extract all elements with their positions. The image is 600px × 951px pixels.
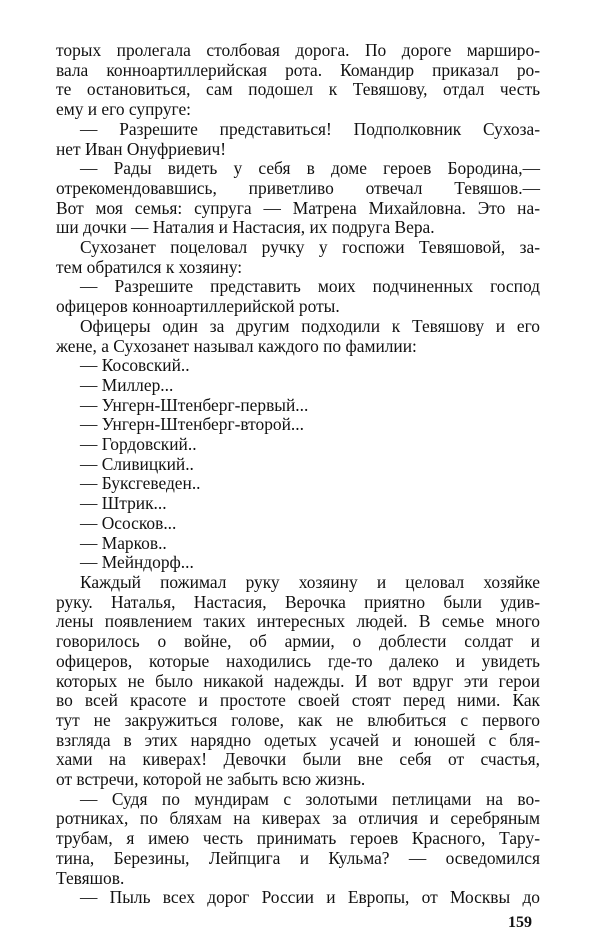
- text-line: вала конноартиллерийская рота. Командир приказал ро-: [56, 59, 540, 80]
- text-line: отрекомендовавшись, приветливо отвечал Тевяшов.—: [56, 177, 540, 198]
- text-line: — Гордовский..: [80, 434, 197, 455]
- text-line: Тевяшов.: [56, 867, 125, 888]
- text-line: — Унгерн-Штенберг-первый...: [80, 394, 309, 415]
- page-number: 159: [508, 914, 532, 931]
- text-line: — Марков..: [80, 532, 167, 553]
- text-line: ротниках, по бляхам на киверах за отличия и серебряным: [56, 808, 540, 829]
- text-line: тут не закружиться голове, как не влюбиться с первого: [56, 709, 540, 730]
- text-line: торых пролегала столбовая дорога. По дороге марширо-: [56, 40, 540, 60]
- text-line: которых не было никакой надежды. И вот вдруг эти герои: [56, 670, 540, 691]
- text-line: — Разрешите представить моих подчиненных господ: [80, 276, 540, 297]
- text-line: — Косовский..: [80, 355, 190, 376]
- text-line: Сухозанет поцеловал ручку у госпожи Тевяшовой, за-: [80, 237, 540, 258]
- text-line: — Штрик...: [80, 493, 167, 514]
- text-line: — Ососков...: [80, 512, 177, 533]
- text-line: — Рады видеть у себя в доме героев Бородина,—: [80, 158, 540, 179]
- text-line: тем обратился к хозяину:: [56, 256, 243, 277]
- text-line: офицеров, которые находились где-то далеко и увидеть: [56, 650, 540, 671]
- text-line: Каждый пожимал руку хозяину и целовал хозяйке: [80, 571, 540, 592]
- text-line: — Мейндорф...: [80, 552, 194, 573]
- text-line: — Сливицкий..: [80, 453, 194, 474]
- text-line: — Унгерн-Штенберг-второй...: [80, 414, 304, 435]
- text-line: — Буксгеведен..: [80, 473, 201, 494]
- text-line: во всей красоте и простоте своей стоят перед ними. Как: [56, 690, 540, 711]
- text-line: жене, а Сухозанет называл каждого по фамилии:: [56, 335, 417, 356]
- text-line: ему и его супруге:: [56, 99, 191, 120]
- body-text: [56, 41, 540, 908]
- text-line: ши дочки — Наталия и Настасия, их подруга Вера.: [56, 217, 435, 238]
- text-line: говорилось о войне, об армии, о доблести солдат и: [56, 631, 540, 652]
- text-line: те остановиться, сам подошел к Тевяшову, отдал честь: [56, 79, 540, 100]
- text-line: хами на киверах! Девочки были вне себя от счастья,: [56, 749, 540, 770]
- text-line: руку. Наталья, Настасия, Верочка приятно были удив-: [56, 591, 540, 612]
- text-line: — Судя по мундирам с золотыми петлицами на во-: [80, 788, 540, 809]
- text-line: нет Иван Онуфриевич!: [56, 138, 227, 159]
- text-line: взгляда в этих нарядно одетых усачей и юношей с бля-: [56, 729, 540, 750]
- text-line: трубам, я имею честь принимать героев Красного, Тару-: [56, 828, 540, 849]
- text-line: офицеров конноартиллерийской роты.: [56, 296, 340, 317]
- text-line: — Пыль всех дорог России и Европы, от Москвы до: [80, 887, 540, 908]
- text-line: — Миллер...: [80, 374, 174, 395]
- text-line: Офицеры один за другим подходили к Тевяшову и его: [80, 315, 540, 336]
- text-line: Вот моя семья: супруга — Матрена Михайловна. Это на-: [56, 197, 540, 218]
- text-line: от встречи, которой не забыть всю жизнь.: [56, 769, 366, 790]
- text-line: лены появлением таких интересных людей. В семье много: [56, 611, 540, 632]
- text-line: — Разрешите представиться! Подполковник Сухоза-: [80, 118, 540, 139]
- text-line: тина, Березины, Лейпцига и Кульма? — осведомился: [56, 847, 540, 868]
